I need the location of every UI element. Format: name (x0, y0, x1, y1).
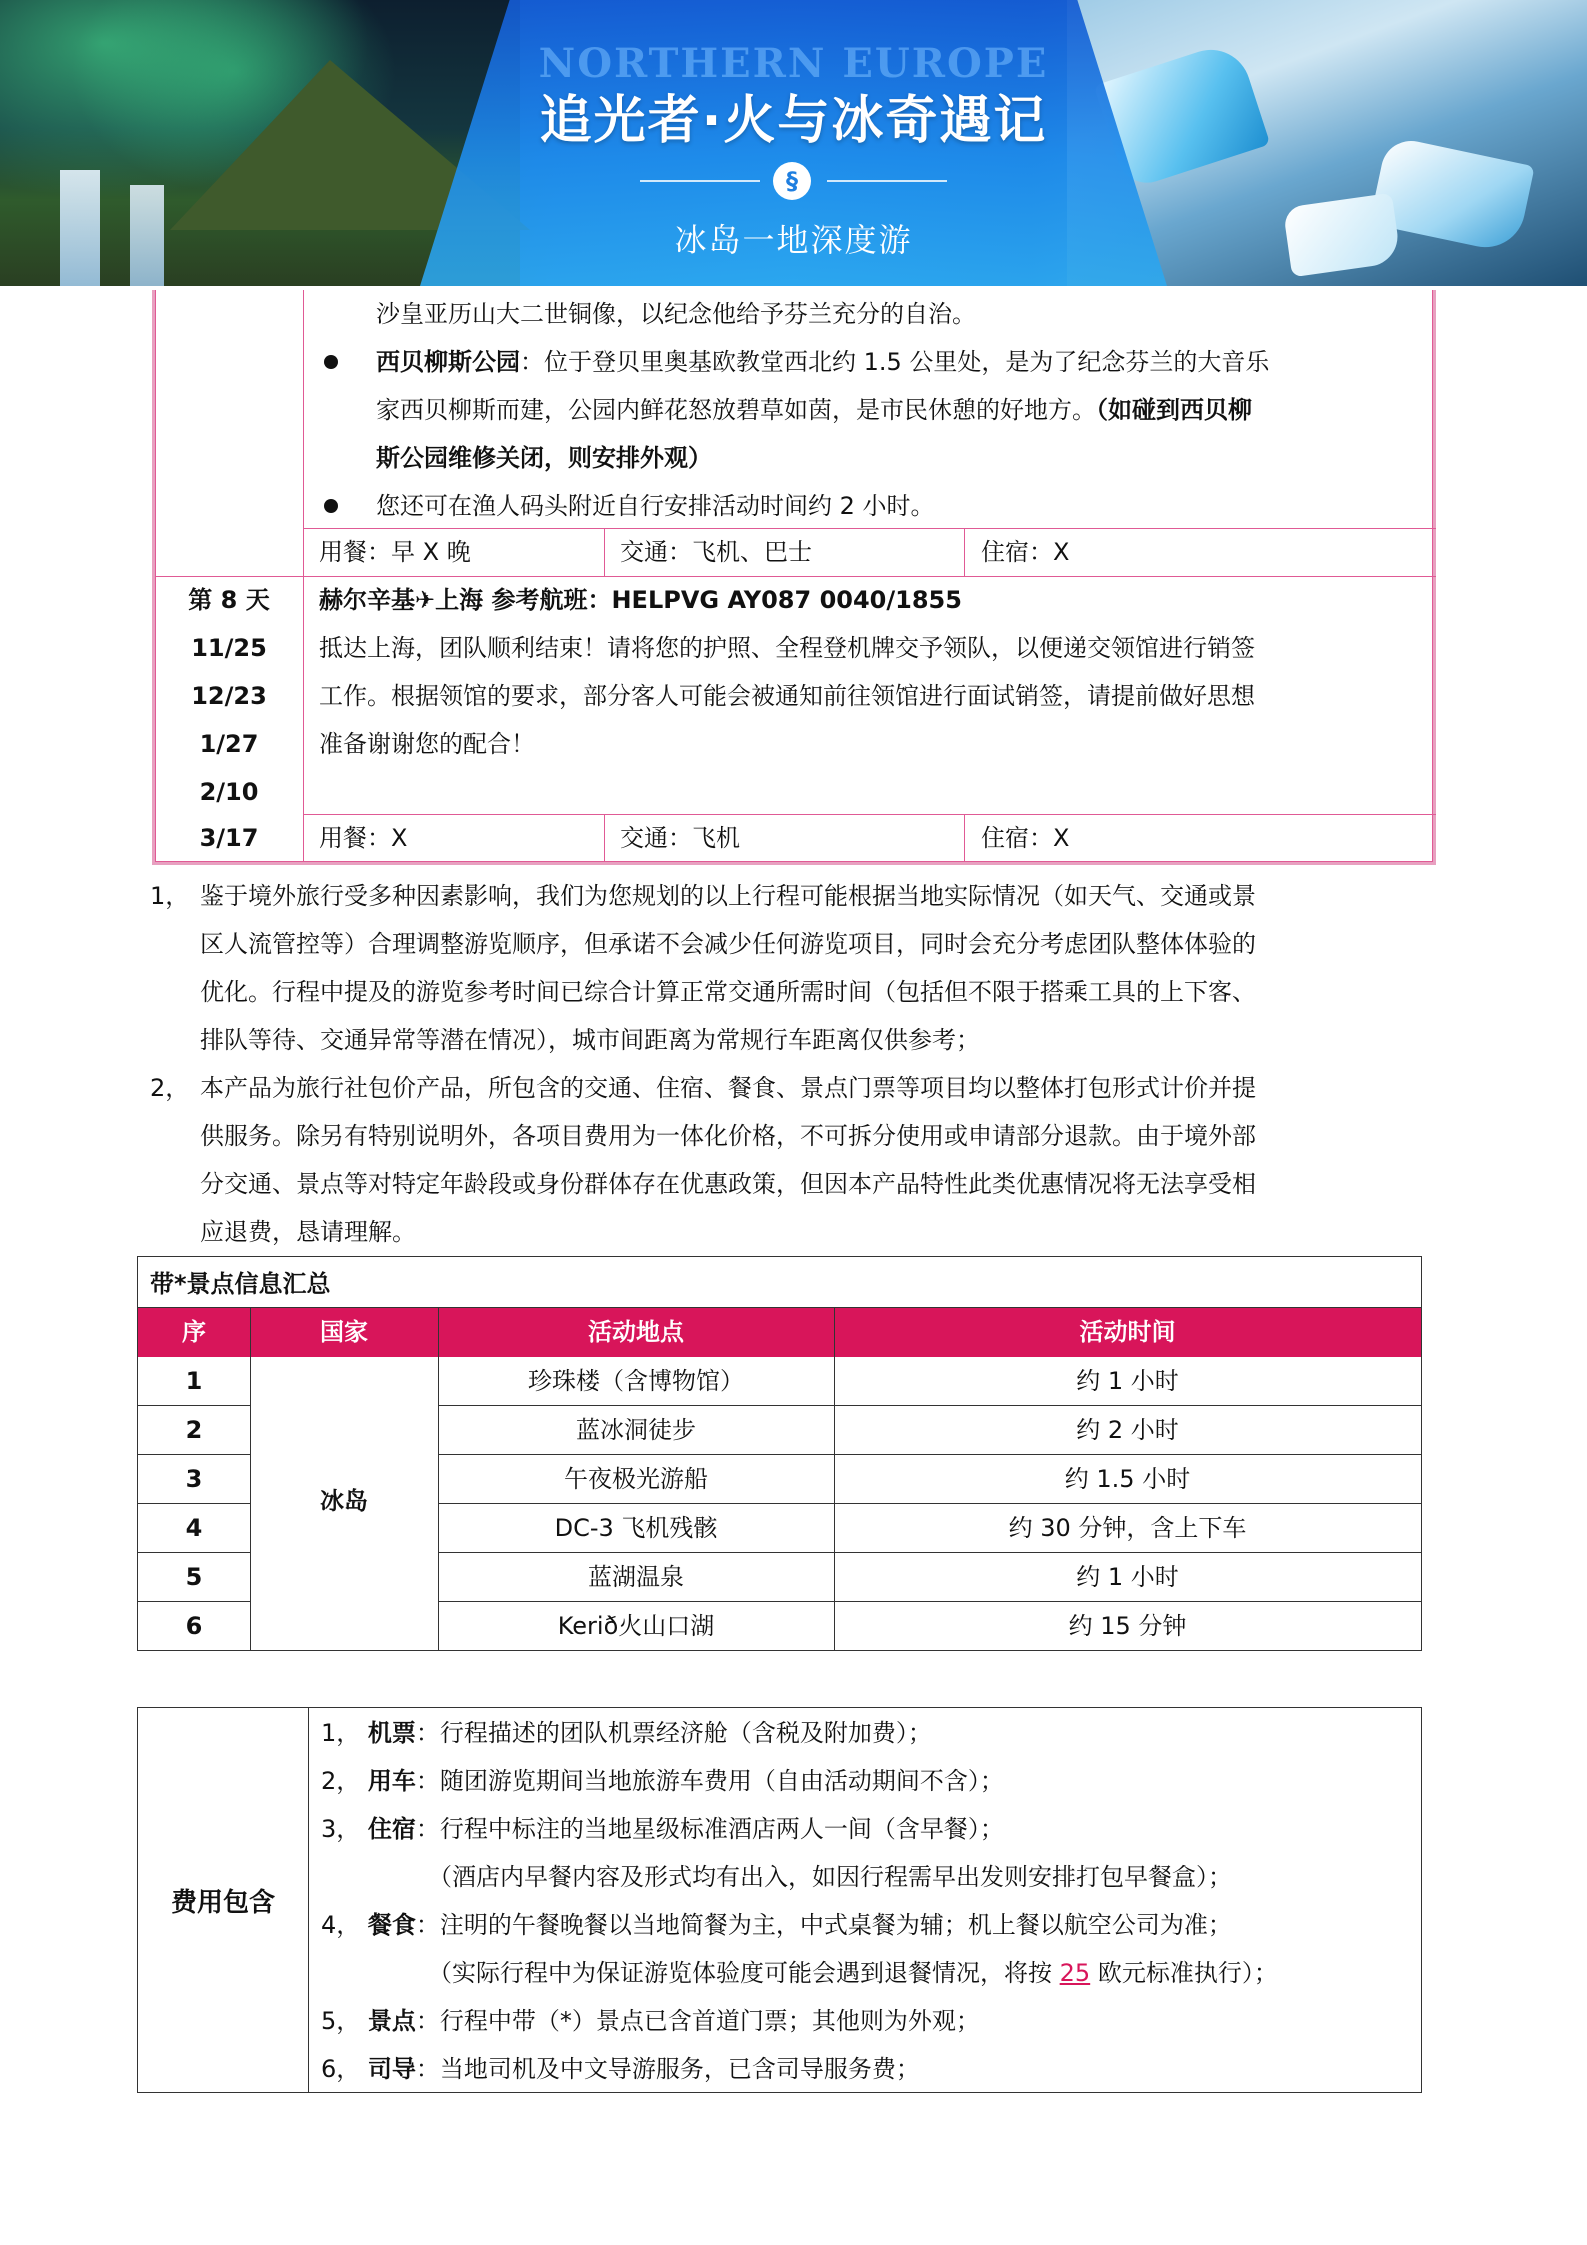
itinerary-text: 准备谢谢您的配合！ (319, 730, 535, 758)
transport-info: 交通：飞机 (620, 824, 740, 852)
note-number: 2， (150, 1074, 190, 1102)
hotel-info: 住宿：X (981, 824, 1070, 852)
cost-item-subtext (428, 1949, 1278, 1997)
note-number: 1， (150, 882, 190, 910)
itinerary-text (376, 386, 1252, 434)
note-line: 本产品为旅行社包价产品，所包含的交通、住宿、餐食、景点门票等项目均以整体打包形式计价并提 (200, 1074, 1256, 1102)
note-line: 优化。行程中提及的游览参考时间已综合计算正常交通所需时间（包括但不限于搭乘工具的上下客、 (200, 978, 1256, 1006)
sight-name: 西贝柳斯公园 (376, 348, 520, 376)
cost-label: 费用包含 (170, 1887, 275, 1918)
cost-item (321, 1757, 1004, 1805)
sight-note: 斯公园维修关闭，则安排外观） (376, 444, 712, 472)
note-line: 供服务。除另有特别说明外，各项目费用为一体化价格，不可拆分使用或申请部分退款。由于境外部 (200, 1122, 1256, 1150)
column-header: 国家 (320, 1318, 368, 1346)
day-date: 11/25 (191, 634, 267, 662)
brand-logo-icon: § (773, 162, 811, 200)
table-row-number: 2 (185, 1416, 203, 1444)
table-divider (604, 814, 605, 862)
cost-item-subtext: （酒店内早餐内容及形式均有出入，如因行程需早出发则安排打包早餐盒）； (428, 1863, 1232, 1891)
cost-item (321, 1709, 932, 1757)
itinerary-text: 抵达上海，团队顺利结束！请将您的护照、全程登机牌交予领队，以便递交领馆进行销签 (319, 634, 1255, 662)
cost-item-title: 景点 (367, 2007, 416, 2035)
cost-item-text: ：行程中标注的当地星级标准酒店两人一间（含早餐）； (415, 1815, 1004, 1843)
table-row-number: 3 (185, 1465, 203, 1493)
sights-summary-table (137, 1256, 1422, 1651)
day-date: 3/17 (199, 824, 259, 852)
meal-refund-amount: 25 (1059, 1959, 1091, 1987)
cost-item-number: 6， (321, 2055, 361, 2083)
banner-subtitle: 冰岛一地深度游 (674, 221, 913, 259)
table-cell-place: DC-3 飞机残骸 (554, 1514, 718, 1542)
table-row-number: 1 (185, 1367, 203, 1395)
cost-item (321, 2045, 920, 2093)
cost-item-text: ：行程描述的团队机票经济舱（含税及附加费）； (415, 1719, 932, 1747)
cost-item-text: ：行程中带（*）景点已含首道门票；其他则为外观； (415, 2007, 980, 2035)
table-row-number: 5 (185, 1563, 203, 1591)
bullet-icon (324, 355, 338, 369)
sight-note: （如碰到西贝柳 (1096, 396, 1252, 424)
day-date: 12/23 (191, 682, 267, 710)
table-divider (308, 1708, 309, 2092)
table-row-number: 6 (185, 1612, 203, 1640)
sight-description: ：位于登贝里奥基欧教堂西北约 1.5 公里处，是为了纪念芬兰的大音乐 (520, 348, 1270, 376)
cost-included-table (137, 1707, 1422, 2093)
table-divider (964, 528, 965, 576)
table-cell-place: 蓝冰洞徒步 (576, 1416, 696, 1444)
cost-item-title: 司导 (367, 2055, 416, 2083)
itinerary-text: 您还可在渔人码头附近自行安排活动时间约 2 小时。 (376, 492, 935, 520)
table-caption: 带*景点信息汇总 (150, 1270, 331, 1298)
sight-description: 家西贝柳斯而建，公园内鲜花怒放碧草如茵，是市民休憩的好地方。 (376, 396, 1096, 424)
meal-info: 用餐：早 X 晚 (319, 538, 471, 566)
table-cell-time: 约 1 小时 (1076, 1367, 1179, 1395)
cost-item-number: 4， (321, 1911, 361, 1939)
cost-item-title: 餐食 (367, 1911, 416, 1939)
transport-info: 交通：飞机、巴士 (620, 538, 812, 566)
bullet-icon (324, 499, 338, 513)
table-cell-time: 约 2 小时 (1076, 1416, 1179, 1444)
header-banner (0, 0, 1587, 286)
itinerary-table (152, 290, 1436, 865)
table-cell-place: Kerið火山口湖 (557, 1612, 715, 1640)
banner-title: 追光者·火与冰奇遇记 (539, 91, 1048, 151)
column-header: 活动地点 (588, 1318, 684, 1346)
table-divider (964, 814, 965, 862)
cost-item-text: ：当地司机及中文导游服务，已含司导服务费； (415, 2055, 920, 2083)
country-cell: 冰岛 (320, 1487, 368, 1515)
divider-line (827, 180, 947, 182)
hotel-info: 住宿：X (981, 538, 1070, 566)
cost-item-number: 1， (321, 1719, 361, 1747)
cost-item-number: 5， (321, 2007, 361, 2035)
cost-item-title: 机票 (367, 1719, 416, 1747)
cost-item (321, 1901, 1232, 1949)
note-line: 区人流管控等）合理调整游览顺序，但承诺不会减少任何游览项目，同时会充分考虑团队整体体验的 (200, 930, 1256, 958)
table-divider (604, 528, 605, 576)
cost-item-title: 住宿 (367, 1815, 416, 1843)
table-cell-time: 约 1 小时 (1076, 1563, 1179, 1591)
day-date: 1/27 (199, 730, 259, 758)
itinerary-text: 工作。根据领馆的要求，部分客人可能会被通知前往领馆进行面试销签，请提前做好思想 (319, 682, 1255, 710)
itinerary-text: 沙皇亚历山大二世铜像，以纪念他给予芬兰充分的自治。 (376, 300, 976, 328)
divider-line (640, 180, 760, 182)
table-cell-place: 午夜极光游船 (564, 1465, 708, 1493)
table-divider (303, 814, 1436, 815)
cost-item-title: 用车 (367, 1767, 416, 1795)
day-date: 2/10 (199, 778, 259, 806)
table-cell-place: 蓝湖温泉 (588, 1563, 684, 1591)
cost-item-number: 3， (321, 1815, 361, 1843)
flight-route: 赫尔辛基✈上海 参考航班：HELPVG AY087 0040/1855 (319, 586, 962, 614)
table-row-number: 4 (185, 1514, 203, 1542)
table-cell-place: 珍珠楼（含博物馆） (528, 1367, 744, 1395)
cost-item (321, 1997, 980, 2045)
cost-item-subtext-part: 欧元标准执行）； (1090, 1959, 1278, 1987)
day-label: 第 8 天 (188, 586, 270, 614)
table-cell-time: 约 15 分钟 (1068, 1612, 1187, 1640)
table-cell-time: 约 1.5 小时 (1064, 1465, 1191, 1493)
note-line: 分交通、景点等对特定年龄段或身份群体存在优惠政策，但因本产品特性此类优惠情况将无法享受相 (200, 1170, 1256, 1198)
cost-item-text: ：随团游览期间当地旅游车费用（自由活动期间不含）； (415, 1767, 1004, 1795)
cost-item (321, 1805, 1004, 1853)
note-line: 鉴于境外旅行受多种因素影响，我们为您规划的以上行程可能根据当地实际情况（如天气、交通或景 (200, 882, 1256, 910)
column-header: 序 (182, 1318, 206, 1346)
cost-item-number: 2， (321, 1767, 361, 1795)
note-line: 应退费，恳请理解。 (200, 1218, 416, 1246)
banner-english-watermark: NORTHERN EUROPE (538, 40, 1049, 87)
column-header: 活动时间 (1079, 1318, 1176, 1346)
cost-item-subtext-part: （实际行程中为保证游览体验度可能会遇到退餐情况，将按 (428, 1959, 1060, 1987)
table-cell-time: 约 30 分钟，含上下车 (1008, 1514, 1247, 1542)
meal-info: 用餐：X (319, 824, 408, 852)
cost-item-text: ：注明的午餐晚餐以当地简餐为主，中式桌餐为辅；机上餐以航空公司为准； (415, 1911, 1232, 1939)
itinerary-text (376, 338, 1269, 386)
note-line: 排队等待、交通异常等潜在情况），城市间距离为常规行车距离仅供参考； (200, 1026, 980, 1054)
